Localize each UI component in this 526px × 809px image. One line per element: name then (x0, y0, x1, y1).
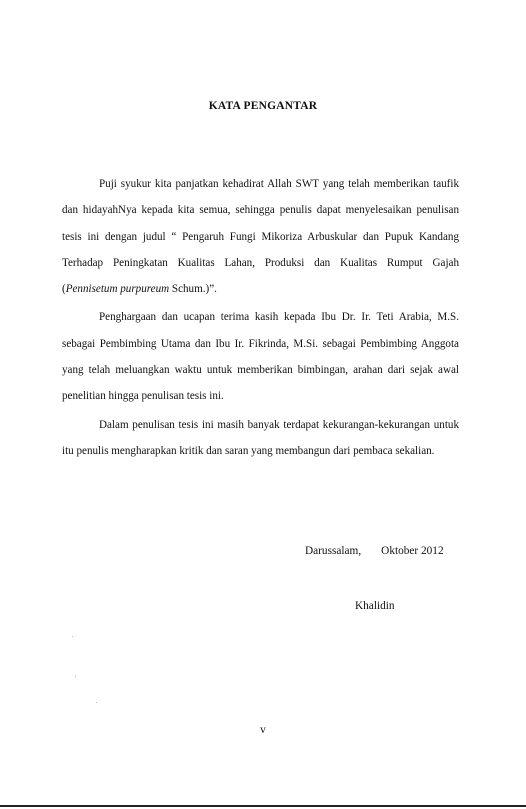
paragraph-2: Penghargaan dan ucapan terima kasih kepada Ibu Dr. Ir. Teti Arabia, M.S. sebagai Pembimbing Utama dan Ibu Ir. Fikrinda, M.Si. sebagai Pembimbing Anggota yang telah meluangkan waktu untuk memberikan bimbingan, arahan dari sejak awal penelitian hingga penulisan tesis ini. (62, 311, 459, 403)
paragraph-3: Dalam penulisan tesis ini masih banyak terdapat kekurangan-kekurangan untuk itu penulis mengharapkan kritik dan saran yang membangun dari pembaca sekalian. (62, 418, 459, 457)
scan-speck (72, 636, 73, 637)
scan-speck (96, 702, 97, 703)
date: Oktober 2012 (381, 545, 444, 557)
paragraph-1 (62, 171, 459, 302)
page-title: KATA PENGANTAR (208, 100, 318, 112)
body-text (62, 171, 459, 464)
place: Darussalam, (305, 545, 362, 557)
scan-speck (75, 676, 76, 677)
species-name-italic: Pennisetum purpureum (65, 283, 170, 296)
paragraph-1-end: Schum.)”. (169, 283, 217, 296)
place-date-line (305, 545, 444, 557)
author-name: Khalidin (355, 600, 395, 612)
paragraph-1-text: Puji syukur kita panjatkan kehadirat Allah SWT yang telah memberikan taufik dan hidayahNya kepada kita semua, sehingga penulis dapat menyelesaikan penulisan tesis ini dengan judul “ Pengaruh Fungi Mikoriza Arbuskular dan Pupuk Kandang Terhadap Peningkatan Kualitas Lahan, Produksi dan Kualitas Rumput Gajah ( (62, 178, 459, 296)
scan-edge-line (0, 805, 526, 807)
page-number: v (260, 724, 266, 736)
